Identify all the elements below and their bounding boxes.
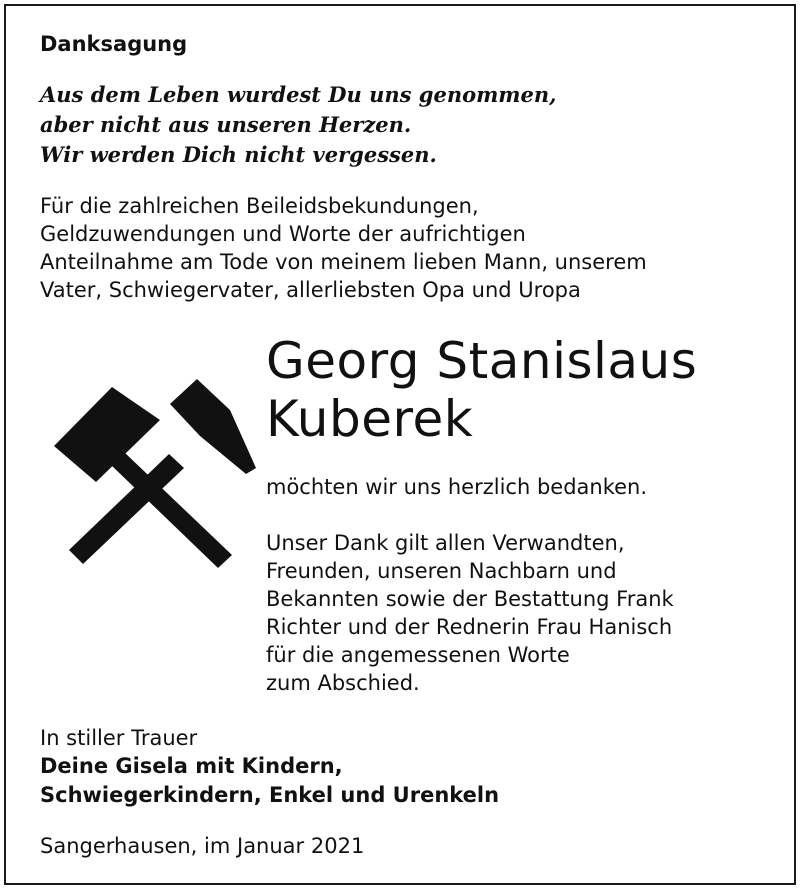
body-line: Freunden, unseren Nachbarn und xyxy=(266,559,617,583)
name-line: Georg Stanislaus xyxy=(266,332,698,390)
poem-block xyxy=(40,80,556,170)
notice-heading: Danksagung xyxy=(40,32,188,56)
body-line: zum Abschied. xyxy=(266,671,420,695)
body-line: Unser Dank gilt allen Verwandten, xyxy=(266,531,625,555)
body-line: Richter und der Rednerin Frau Hanisch xyxy=(266,615,673,639)
intro-line: Anteilnahme am Tode von meinem lieben Mann, unserem xyxy=(40,250,647,274)
body-line: für die angemessenen Worte xyxy=(266,643,570,667)
name-line: Kuberek xyxy=(266,390,474,448)
thanks-line: möchten wir uns herzlich bedanken. xyxy=(266,475,648,499)
poem-line: aber nicht aus unseren Herzen. xyxy=(40,112,412,137)
intro-line: Vater, Schwiegervater, allerliebsten Opa und Uropa xyxy=(40,278,581,302)
place-date: Sangerhausen, im Januar 2021 xyxy=(40,834,365,858)
body-line: Bekannten sowie der Bestattung Frank xyxy=(266,587,674,611)
hammer-head xyxy=(54,387,160,482)
gratitude-paragraph xyxy=(266,529,674,697)
poem-line: Wir werden Dich nicht vergessen. xyxy=(40,142,437,167)
mourners-names xyxy=(40,752,499,810)
intro-paragraph xyxy=(40,192,647,304)
signoff-text: In stiller Trauer xyxy=(40,726,198,750)
hammer-and-pick-icon xyxy=(42,372,258,568)
pick-head xyxy=(170,379,256,474)
family-line: Deine Gisela mit Kindern, xyxy=(40,754,343,778)
intro-line: Für die zahlreichen Beileidsbekundungen, xyxy=(40,194,479,218)
intro-line: Geldzuwendungen und Worte der aufrichtigen xyxy=(40,222,526,246)
poem-line: Aus dem Leben wurdest Du uns genommen, xyxy=(40,82,557,107)
deceased-name xyxy=(266,332,697,448)
family-line: Schwiegerkindern, Enkel und Urenkeln xyxy=(40,783,500,807)
